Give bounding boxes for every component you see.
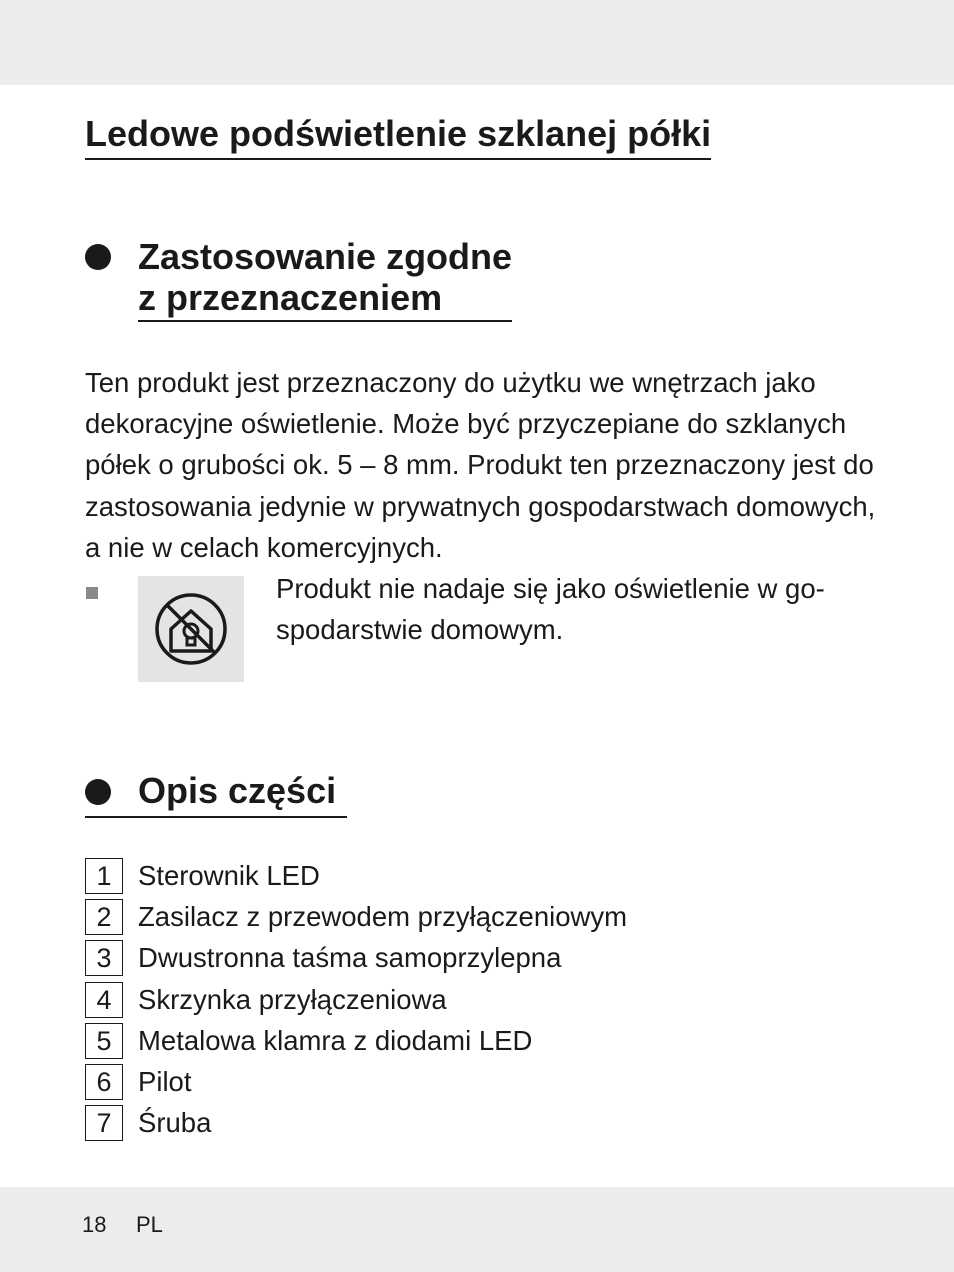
part-label: Skrzynka przyłączeniowa [138,983,447,1015]
no-household-lighting-icon [138,576,244,682]
parts-title: Opis części [138,770,337,811]
part-label: Dwustronna taśma samoprzylepna [138,942,562,974]
usage-paragraph: Ten produkt jest przeznaczony do użytku we wnętrzach jako dekoracyjne oświetlenie. Może być przyczepiane do szklanych półek o grubości ok. 5 – 8 mm. Produkt ten przeznaczony jest do zastosowania jedynie w prywatnych gospodarstwach domowych, a nie w celach komercyjnych. [85,367,876,563]
part-label: Zasilacz z przewodem przyłączeniowym [138,901,628,933]
language-code: PL [136,1212,163,1237]
section-bullet [85,244,111,270]
note-bullet [86,587,98,599]
part-number: 2 [85,899,123,935]
part-number: 4 [85,982,123,1018]
page-number: 18 [82,1212,107,1237]
part-label: Pilot [138,1065,192,1097]
usage-title-line2: z przeznaczeniem [138,277,443,318]
part-number: 7 [85,1105,123,1141]
part-label: Metalowa klamra z diodami LED [138,1024,533,1056]
usage-title-line1: Zastosowanie zgodne [138,236,513,277]
part-number: 6 [85,1064,123,1100]
page-title: Ledowe podświetlenie szklanej półki [85,112,711,160]
part-label: Śruba [138,1107,212,1139]
note-text: Produkt nie nadaje się jako oświetlenie w go- spodarstwie domowym. [276,573,825,646]
top-band [0,0,954,85]
usage-section-title [138,236,512,322]
part-number: 5 [85,1023,123,1059]
parts-section-title [85,770,347,818]
part-number: 1 [85,858,123,894]
part-label: Sterownik LED [138,860,320,891]
part-number: 3 [85,940,123,976]
